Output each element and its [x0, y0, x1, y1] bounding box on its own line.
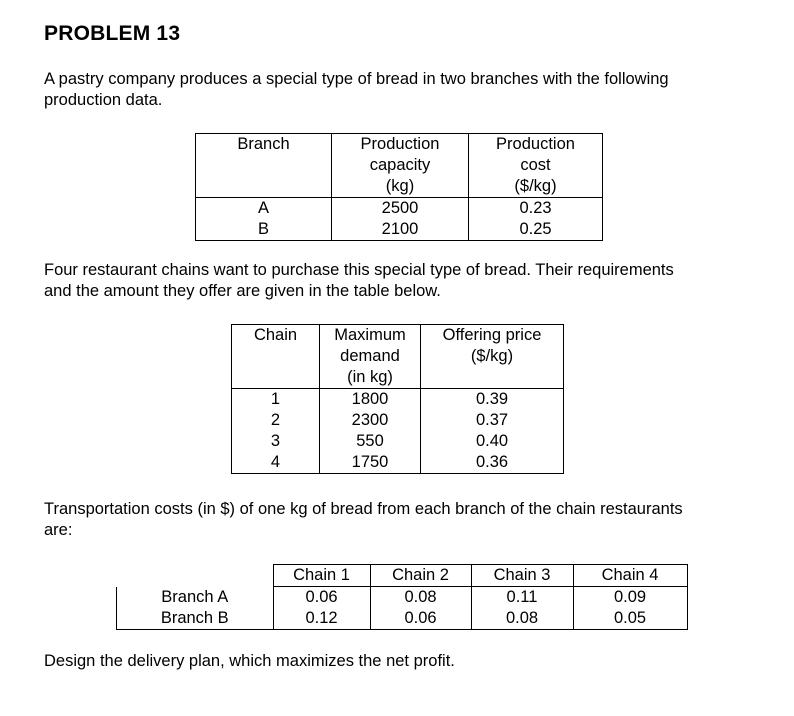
- transport-row-label: Branch A: [161, 587, 229, 606]
- transport-chain-4-column: [573, 587, 687, 630]
- production-cost-column: [469, 198, 603, 241]
- production-row-branch: B: [257, 220, 269, 238]
- transport-line-1: Transportation costs (in $) of one kg of bread from each branch of the chain restaurants: [44, 500, 683, 518]
- demand-price-column: [421, 389, 564, 474]
- transport-cell: 0.11: [506, 588, 538, 606]
- production-header-branch: Branch: [196, 134, 332, 198]
- production-header-cost: Production cost ($/kg): [469, 134, 603, 198]
- production-row-capacity: 2100: [381, 220, 419, 238]
- intro-line-1: A pastry company produces a special type of bread in two branches with the following: [44, 70, 669, 88]
- page-title: PROBLEM 13: [44, 22, 181, 45]
- transport-cell: 0.06: [404, 609, 437, 627]
- demand-header-chain: Chain: [232, 325, 320, 389]
- demand-row-chain: 4: [270, 453, 281, 471]
- transport-row-label: Branch B: [160, 608, 229, 627]
- transport-header-chain-4: Chain 4: [573, 565, 687, 587]
- intro-paragraph: [44, 69, 764, 111]
- demand-row-amount: 1750: [351, 453, 389, 471]
- transport-cell: 0.08: [505, 609, 539, 627]
- chains-paragraph: [44, 260, 764, 302]
- demand-row-amount: 550: [356, 432, 384, 450]
- transport-header-chain-2: Chain 2: [370, 565, 471, 587]
- transport-cell: 0.06: [305, 588, 338, 606]
- transport-chain-3-column: [471, 587, 573, 630]
- demand-header-demand: Maximum demand (in kg): [320, 325, 421, 389]
- transport-header-chain-1: Chain 1: [273, 565, 370, 587]
- demand-row-chain: 1: [270, 390, 281, 408]
- transport-table: [116, 564, 688, 630]
- demand-chain-column: [232, 389, 320, 474]
- production-header-capacity: Production capacity (kg): [332, 134, 469, 198]
- production-table: [195, 133, 603, 241]
- chains-line-2: and the amount they offer are given in the table below.: [44, 282, 441, 300]
- demand-row-amount: 2300: [351, 411, 389, 429]
- demand-row-price: 0.39: [475, 390, 509, 408]
- demand-row-chain: 3: [270, 432, 281, 450]
- demand-header-price: Offering price ($/kg): [421, 325, 564, 389]
- production-row-capacity: 2500: [381, 199, 419, 217]
- transport-cell: 0.09: [613, 588, 647, 606]
- demand-table: [231, 324, 564, 474]
- intro-line-2: production data.: [44, 91, 163, 109]
- production-row-cost: 0.23: [519, 199, 552, 217]
- chains-line-1: Four restaurant chains want to purchase this special type of bread. Their requirements: [44, 261, 674, 279]
- transport-chain-2-column: [370, 587, 471, 630]
- production-row-branch: A: [257, 199, 269, 217]
- production-capacity-column: [332, 198, 469, 241]
- transport-paragraph: [44, 499, 764, 541]
- demand-row-price: 0.40: [475, 432, 509, 450]
- demand-row-amount: 1800: [351, 390, 389, 408]
- transport-label-column: [117, 587, 274, 630]
- demand-row-price: 0.37: [475, 411, 509, 429]
- production-branch-column: [196, 198, 332, 241]
- transport-cell: 0.08: [404, 588, 437, 606]
- transport-line-2: are:: [44, 521, 73, 539]
- demand-row-price: 0.36: [475, 453, 509, 471]
- transport-chain-1-column: [273, 587, 370, 630]
- demand-amount-column: [320, 389, 421, 474]
- transport-corner: [117, 565, 274, 587]
- closing-instruction: Design the delivery plan, which maximizes the net profit.: [44, 652, 455, 670]
- demand-row-chain: 2: [270, 411, 281, 429]
- production-row-cost: 0.25: [519, 220, 552, 238]
- transport-cell: 0.05: [613, 609, 647, 627]
- transport-cell: 0.12: [305, 609, 338, 627]
- transport-header-chain-3: Chain 3: [471, 565, 573, 587]
